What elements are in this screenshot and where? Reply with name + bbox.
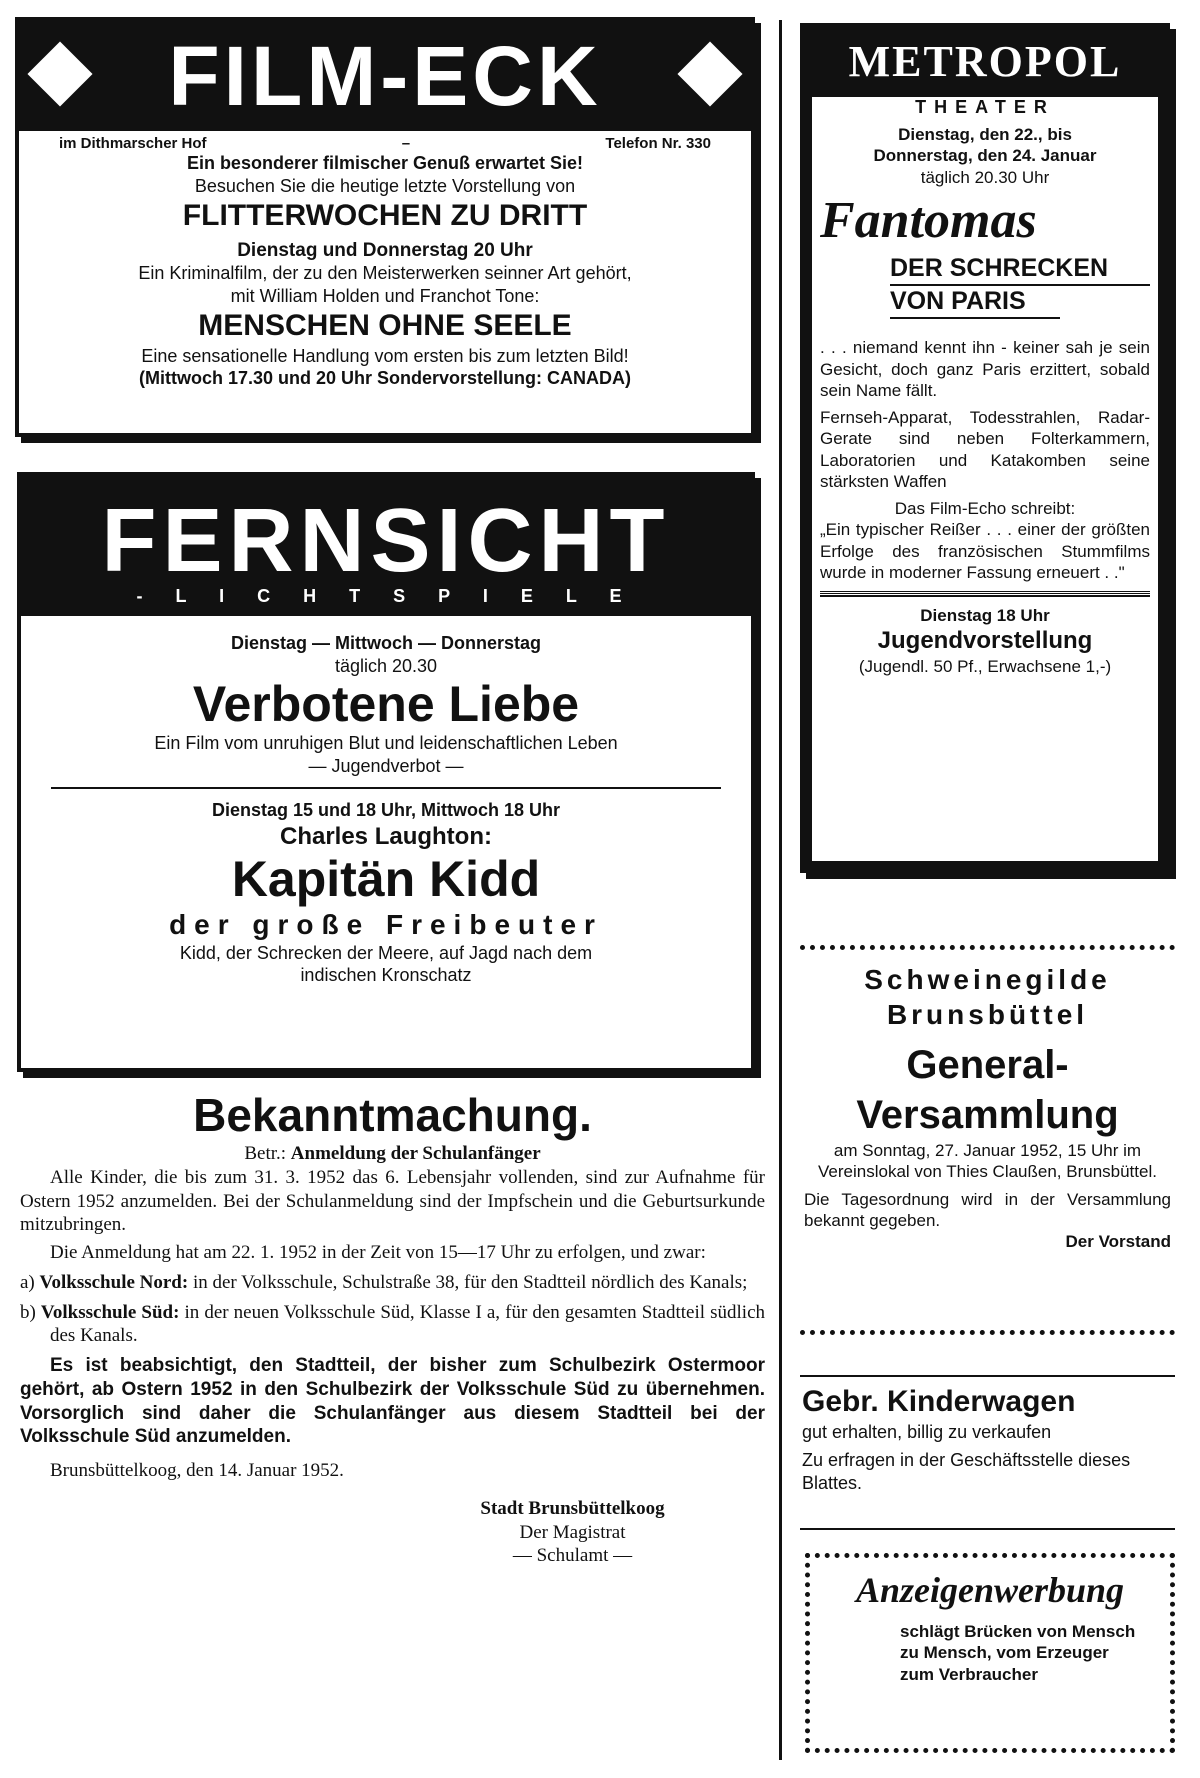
actor: Charles Laughton: — [279, 822, 492, 850]
notice — [20, 1088, 765, 1568]
item-text: in der Volksschule, Schulstraße 38, für den Stadtteil nördlich des Kanals; — [188, 1271, 748, 1293]
item-label: b) — [20, 1301, 36, 1323]
film-eck-phone: Telefon Nr. 330 — [605, 135, 711, 152]
item-text: in der neuen Volksschule Süd, Klasse I a, für den gesamten Stadtteil südlich des Kanals. — [50, 1301, 765, 1347]
date: Dienstag, den 22., bis — [898, 125, 1072, 144]
time: täglich 20.30 Uhr — [920, 167, 1050, 187]
description: . . . niemand kennt ihn - keiner sah je sein Gesicht, doch ganz Paris erzittert, sobald sein Name fällt. — [820, 338, 1150, 400]
film-title: Kapitän Kidd — [231, 850, 541, 907]
fernsicht-subtitle: - L I C H T S P I E L E — [136, 586, 636, 606]
film-eck-title: FILM-ECK — [168, 29, 602, 123]
signature: Der Magistrat — [519, 1521, 626, 1543]
film-subtitle: der große Freibeuter — [169, 908, 603, 940]
kinderwagen-ad — [800, 1375, 1175, 1530]
ad-line: gut erhalten, billig zu verkaufen — [802, 1421, 1052, 1442]
signature: Stadt Brunsbüttelkoog — [480, 1497, 665, 1519]
description: Fernseh-Apparat, Todesstrahlen, Radar-Gerate sind neben Folterkammern, Laboratorien und Katakomben seine stärksten Waffen — [820, 408, 1150, 491]
ad-title: Anzeigenwerbung — [855, 1570, 1125, 1610]
fernsicht-title: FERNSICHT — [101, 491, 671, 591]
subject: Anmeldung der Schulanfänger — [290, 1143, 541, 1164]
paragraph: Es ist beabsichtigt, den Stadtteil, der bisher zum Schulbezirk Ostermoor gehört, ab Ostern 1952 in den Schulbezirk der Volksschule Süd zu übernehmen. Vorsorglich sind daher die Schulanfänger aus diesem Stadtteil bei der Volksschule Süd anzumelden. — [20, 1355, 765, 1448]
description: mit William Holden und Franchot Tone: — [230, 285, 540, 306]
school-name: Volksschule Süd: — [40, 1301, 180, 1323]
description: Eine sensationelle Handlung vom ersten bis zum letzten Bild! — [141, 345, 629, 366]
divider — [820, 591, 1150, 597]
gilde-title: Brunsbüttel — [886, 999, 1089, 1030]
film-title: MENSCHEN OHNE SEELE — [198, 309, 572, 343]
film-eck-header — [19, 21, 751, 131]
youth-title: Jugendvorstellung — [877, 627, 1093, 655]
signature: Der Vorstand — [1065, 1232, 1171, 1251]
ad-text: schlägt Brücken von Mensch zu Mensch, vom Erzeuger zum Verbraucher — [900, 1622, 1136, 1684]
date: Brunsbüttelkoog, den 14. Januar 1952. — [50, 1460, 344, 1481]
heading: General- — [906, 1043, 1069, 1087]
description: indischen Kronschatz — [300, 965, 472, 985]
quote: „Ein typischer Reißer . . . einer der größten Erfolge des französischen Stummfilms wurde in moderner Fassung erneuert . ." — [820, 520, 1150, 582]
signature: — Schulamt — — [512, 1545, 633, 1567]
school-name: Volksschule Nord: — [39, 1271, 189, 1293]
rating: — Jugendverbot — — [308, 755, 464, 776]
heading: Versammlung — [856, 1093, 1119, 1137]
special-showing: (Mittwoch 17.30 und 20 Uhr Sondervorstellung: CANADA) — [138, 368, 632, 389]
fernsicht-ad — [17, 472, 755, 1072]
divider — [51, 787, 721, 789]
echo-label: Das Film-Echo schreibt: — [894, 499, 1076, 518]
fernsicht-header — [21, 476, 751, 616]
notice-title: Bekanntmachung. — [193, 1089, 592, 1141]
agenda: Die Tagesordnung wird in der Versammlung bekannt gegeben. — [804, 1189, 1171, 1230]
betr-label: Betr.: — [244, 1143, 287, 1164]
column-divider — [779, 20, 782, 1760]
diamond-icon — [677, 41, 742, 106]
intro-line: Ein besonderer filmischer Genuß erwartet Sie! — [186, 153, 584, 173]
film-subtitle: DER SCHRECKEN — [890, 253, 1150, 286]
gilde-ad — [800, 945, 1175, 1335]
ad-line: Zu erfragen in der Geschäftsstelle dieses Blattes. — [802, 1450, 1131, 1493]
film-eck-location: im Dithmarscher Hof — [59, 135, 207, 152]
schedule: Dienstag und Donnerstag 20 Uhr — [237, 239, 533, 261]
youth-prices: (Jugendl. 50 Pf., Erwachsene 1,-) — [858, 657, 1112, 677]
details: am Sonntag, 27. Januar 1952, 15 Uhr im Vereinslokal von Thies Claußen, Brunsbüttel. — [818, 1141, 1157, 1182]
paragraph: Alle Kinder, die bis zum 31. 3. 1952 das 6. Lebensjahr vollenden, sind zur Aufnahme für Ostern 1952 anzumelden. Bei der Schulanmeldung sind der Impfschein und die Geburtsurkunde mitzubringen. — [20, 1166, 765, 1236]
diamond-icon — [27, 41, 92, 106]
schedule: Dienstag 15 und 18 Uhr, Mittwoch 18 Uhr — [211, 800, 561, 820]
anzeigen-ad — [805, 1553, 1175, 1753]
description: Kidd, der Schrecken der Meere, auf Jagd nach dem — [179, 942, 593, 963]
ad-title: Gebr. Kinderwagen — [802, 1385, 1076, 1418]
paragraph: Die Anmeldung hat am 22. 1. 1952 in der Zeit von 15—17 Uhr zu erfolgen, und zwar: — [50, 1242, 706, 1263]
film-title: Fantomas — [820, 191, 1037, 249]
time: täglich 20.30 — [334, 655, 438, 676]
metropol-ad — [800, 23, 1170, 873]
metropol-header: METROPOL — [812, 27, 1158, 97]
separator: – — [401, 135, 411, 152]
days: Dienstag — Mittwoch — Donnerstag — [230, 633, 542, 653]
youth-time: Dienstag 18 Uhr — [920, 606, 1050, 625]
item-label: a) — [20, 1271, 35, 1293]
film-eck-ad — [15, 17, 755, 437]
intro-line: Besuchen Sie die heutige letzte Vorstellung von — [194, 175, 576, 196]
gilde-title: Schweinegilde — [864, 964, 1111, 995]
metropol-subtitle: THEATER — [915, 97, 1055, 117]
film-title: Verbotene Liebe — [192, 676, 580, 732]
date: Donnerstag, den 24. Januar — [873, 146, 1097, 166]
film-subtitle: VON PARIS — [890, 286, 1060, 319]
description: Ein Film vom unruhigen Blut und leidenschaftlichen Leben — [154, 733, 618, 753]
film-title: FLITTERWOCHEN ZU DRITT — [182, 199, 588, 232]
description: Ein Kriminalfilm, der zu den Meisterwerken seinner Art gehört, — [138, 263, 632, 284]
